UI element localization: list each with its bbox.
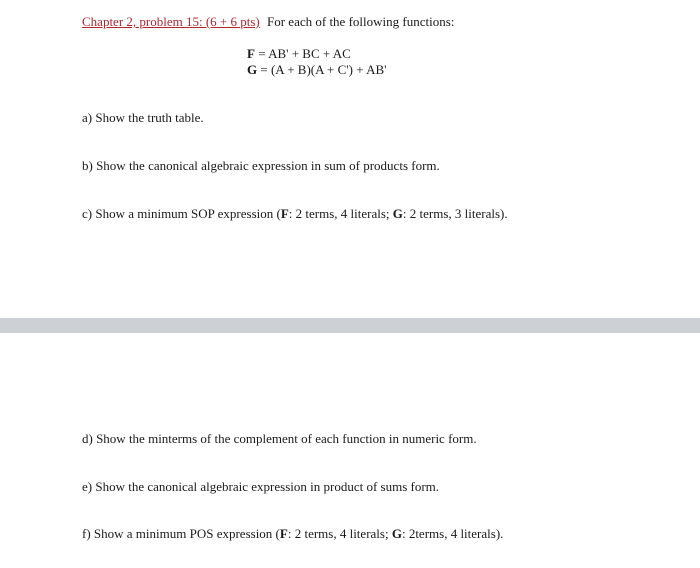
question-f [82,526,503,542]
equation-g-rhs: = (A + B)(A + C') + AB' [257,62,387,77]
question-a: a) Show the truth table. [82,110,204,125]
question-f-prefix: f) Show a minimum POS expression ( [82,526,280,541]
equation-f [247,46,351,62]
question-c-prefix: c) Show a minimum SOP expression ( [82,206,281,221]
page-divider [0,318,700,333]
question-c-g: G [392,206,403,221]
question-e: e) Show the canonical algebraic expression in product of sums form. [82,479,440,494]
problem-header [82,14,454,30]
equation-f-rhs: = AB' + BC + AC [254,46,351,61]
question-f-mid: : 2 terms, 4 literals; [287,526,392,541]
question-f-suffix: : 2terms, 4 literals). [401,526,504,541]
equation-f-label: F [247,46,255,61]
equation-g [247,62,386,78]
chapter-link[interactable]: Chapter 2, problem 15: (6 + 6 pts) [82,14,260,29]
header-intro: For each of the following functions: [267,14,455,29]
equation-g-label: G [247,62,258,77]
question-b: b) Show the canonical algebraic expression in sum of products form. [82,158,440,173]
question-c [82,206,508,222]
question-c-f: F [280,206,289,221]
question-d: d) Show the minterms of the complement of each function in numeric form. [82,431,477,446]
question-c-mid: : 2 terms, 4 literals; [288,206,393,221]
question-f-g: G [391,526,402,541]
question-c-suffix: : 2 terms, 3 literals). [402,206,508,221]
question-f-f: F [279,526,288,541]
